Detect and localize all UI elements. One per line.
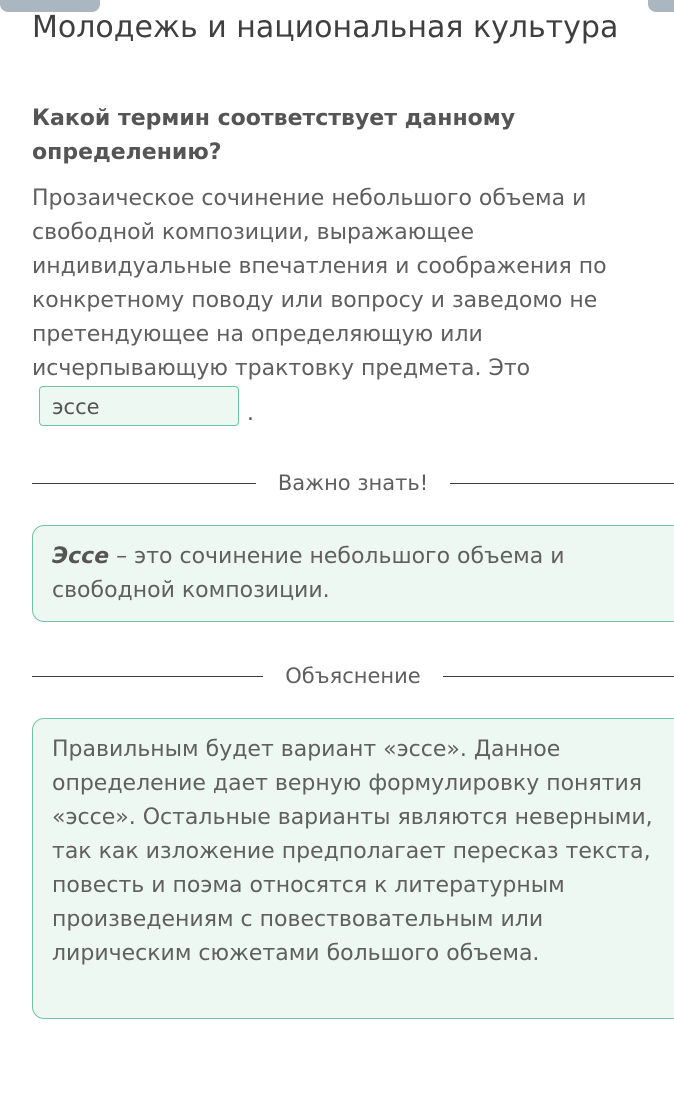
important-card [32,525,674,622]
explanation-card [32,718,674,1019]
divider-line-right [450,483,674,484]
question-prompt: Какой термин соответствует данному определению? [32,106,516,165]
explanation-heading: Объяснение [285,664,421,688]
question-definition: Прозаическое сочинение небольшого объема и свободной композиции, выражающее индивидуальные впечатления и соображения по конкретному поводу или вопросу и заведомо не претендующее на определяющую или исчерпывающую трактовку предмета. Это [32,186,607,381]
divider-line-left [32,676,263,677]
divider-line-right [443,676,674,677]
answer-input[interactable]: эссе [39,386,239,426]
answer-row [39,385,254,427]
answer-suffix: . [247,400,254,426]
important-divider [32,468,674,498]
top-tab-right [648,0,674,12]
important-heading: Важно знать! [277,471,429,495]
important-term: Эссе [52,544,110,569]
explanation-text: Правильным будет вариант «эссе». Данное определение дает верную формулировку понятия «эссе». Остальные варианты являются неверными, так как изложение предполагает пересказ текста, повесть и поэма относятся к литературным произведениям с повествовательным или лирическим сюжетами большого объема. [52,737,653,966]
important-text: – это сочинение небольшого объема и свободной композиции. [52,544,565,603]
explanation-divider [32,661,674,691]
divider-line-left [32,483,256,484]
page-title: Молодежь и национальная культура [32,10,619,45]
